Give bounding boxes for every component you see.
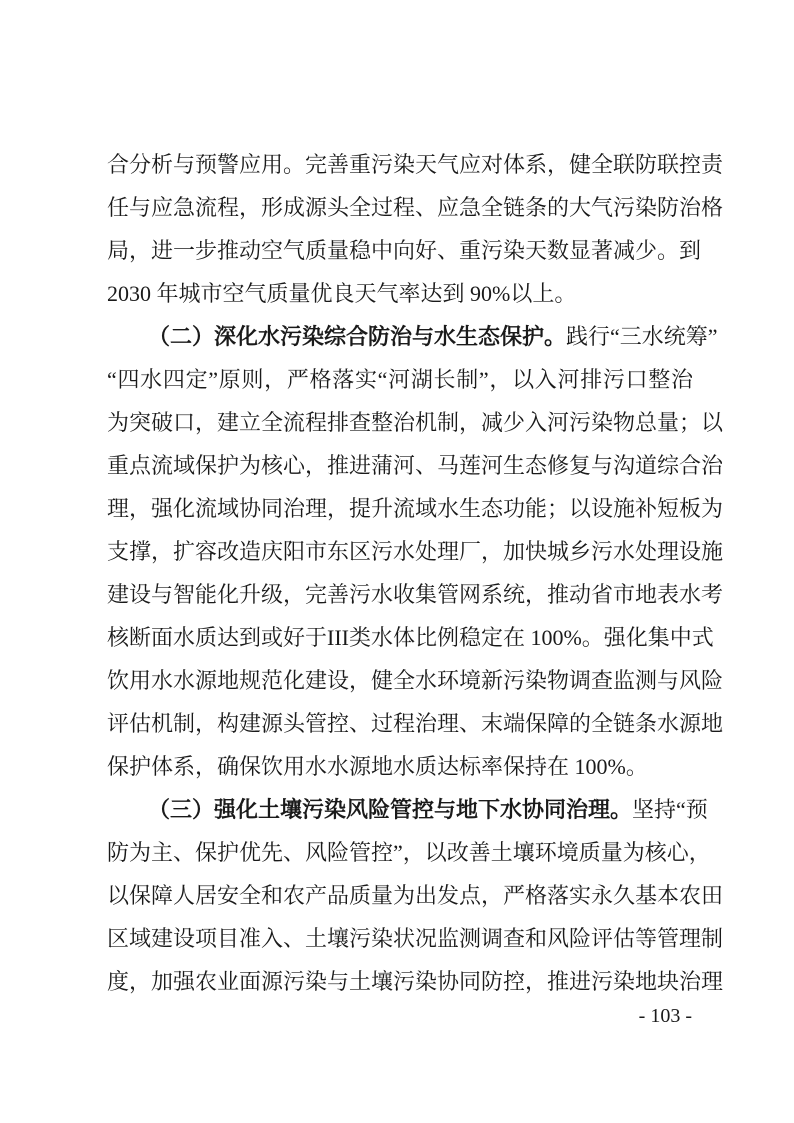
line-text: 重点流域保护为核心，推进蒲河、马莲河生态修复与沟道综合治 [107, 453, 724, 478]
line-text: 以保障人居安全和农产品质量为出发点，严格落实永久基本农田 [107, 883, 724, 908]
line-text: 支撑，扩容改造庆阳市东区污水处理厂，加快城乡污水处理设施 [107, 539, 724, 564]
body-text-line [107, 702, 724, 745]
line-text: 合分析与预警应用。完善重污染天气应对体系，健全联防联控责 [107, 152, 724, 177]
line-text: “四水四定”原则，严格落实“河湖长制”，以入河排污口整治 [107, 367, 693, 392]
line-text: 为突破口，建立全流程排查整治机制，减少入河污染物总量；以 [107, 410, 724, 435]
body-text-line [107, 831, 711, 874]
body-text-line [107, 229, 702, 272]
line-text: 践行“三水统筹” [566, 324, 718, 349]
body-text-line [107, 444, 724, 487]
line-text: 核断面水质达到或好于III类水体比例稳定在 100%。强化集中式 [107, 625, 714, 650]
body-text-line [107, 745, 693, 788]
section-heading: （三）强化土壤污染风险管控与地下水协同治理。 [148, 797, 633, 822]
body-text-line [107, 530, 724, 573]
body-text-line [107, 573, 724, 616]
line-text: 建设与智能化升级，完善污水收集管网系统，推动省市地表水考 [107, 582, 724, 607]
line-text: 区域建设项目准入、土壤污染状况监测调查和风险评估等管理制 [107, 926, 724, 951]
body-text-line [107, 960, 724, 1003]
line-text: 防为主、保护优先、风险管控”，以改善土壤环境质量为核心， [107, 840, 711, 865]
line-text: 局，进一步推动空气质量稳中向好、重污染天数显著减少。到 [107, 238, 702, 263]
line-text: 度，加强农业面源污染与土壤污染协同防控，推进污染地块治理 [107, 969, 724, 994]
body-text-line [107, 358, 693, 401]
section-heading: （二）深化水污染综合防治与水生态保护。 [148, 324, 567, 349]
section-heading-line [148, 788, 708, 831]
body-text-line [107, 272, 693, 315]
body-text-line [107, 487, 724, 530]
body-text-line [107, 616, 714, 659]
line-text: 坚持“预 [632, 797, 708, 822]
body-text-line [107, 874, 724, 917]
section-heading-line [148, 315, 718, 358]
body-text-line [107, 401, 724, 444]
page-number: - 103 - [638, 1005, 692, 1027]
line-text: 2030 年城市空气质量优良天气率达到 90%以上。 [107, 281, 577, 306]
line-text: 保护体系，确保饮用水水源地水质达标率保持在 100%。 [107, 754, 648, 779]
line-text: 理，强化流域协同治理，提升流域水生态功能；以设施补短板为 [107, 496, 724, 521]
body-text-line [107, 186, 724, 229]
body-text-line [107, 143, 724, 186]
line-text: 饮用水水源地规范化建设，健全水环境新污染物调查监测与风险 [107, 668, 724, 693]
line-text: 评估机制，构建源头管控、过程治理、末端保障的全链条水源地 [107, 711, 724, 736]
line-text: 任与应急流程，形成源头全过程、应急全链条的大气污染防治格 [107, 195, 724, 220]
body-text-line [107, 917, 724, 960]
body-text-line [107, 659, 724, 702]
